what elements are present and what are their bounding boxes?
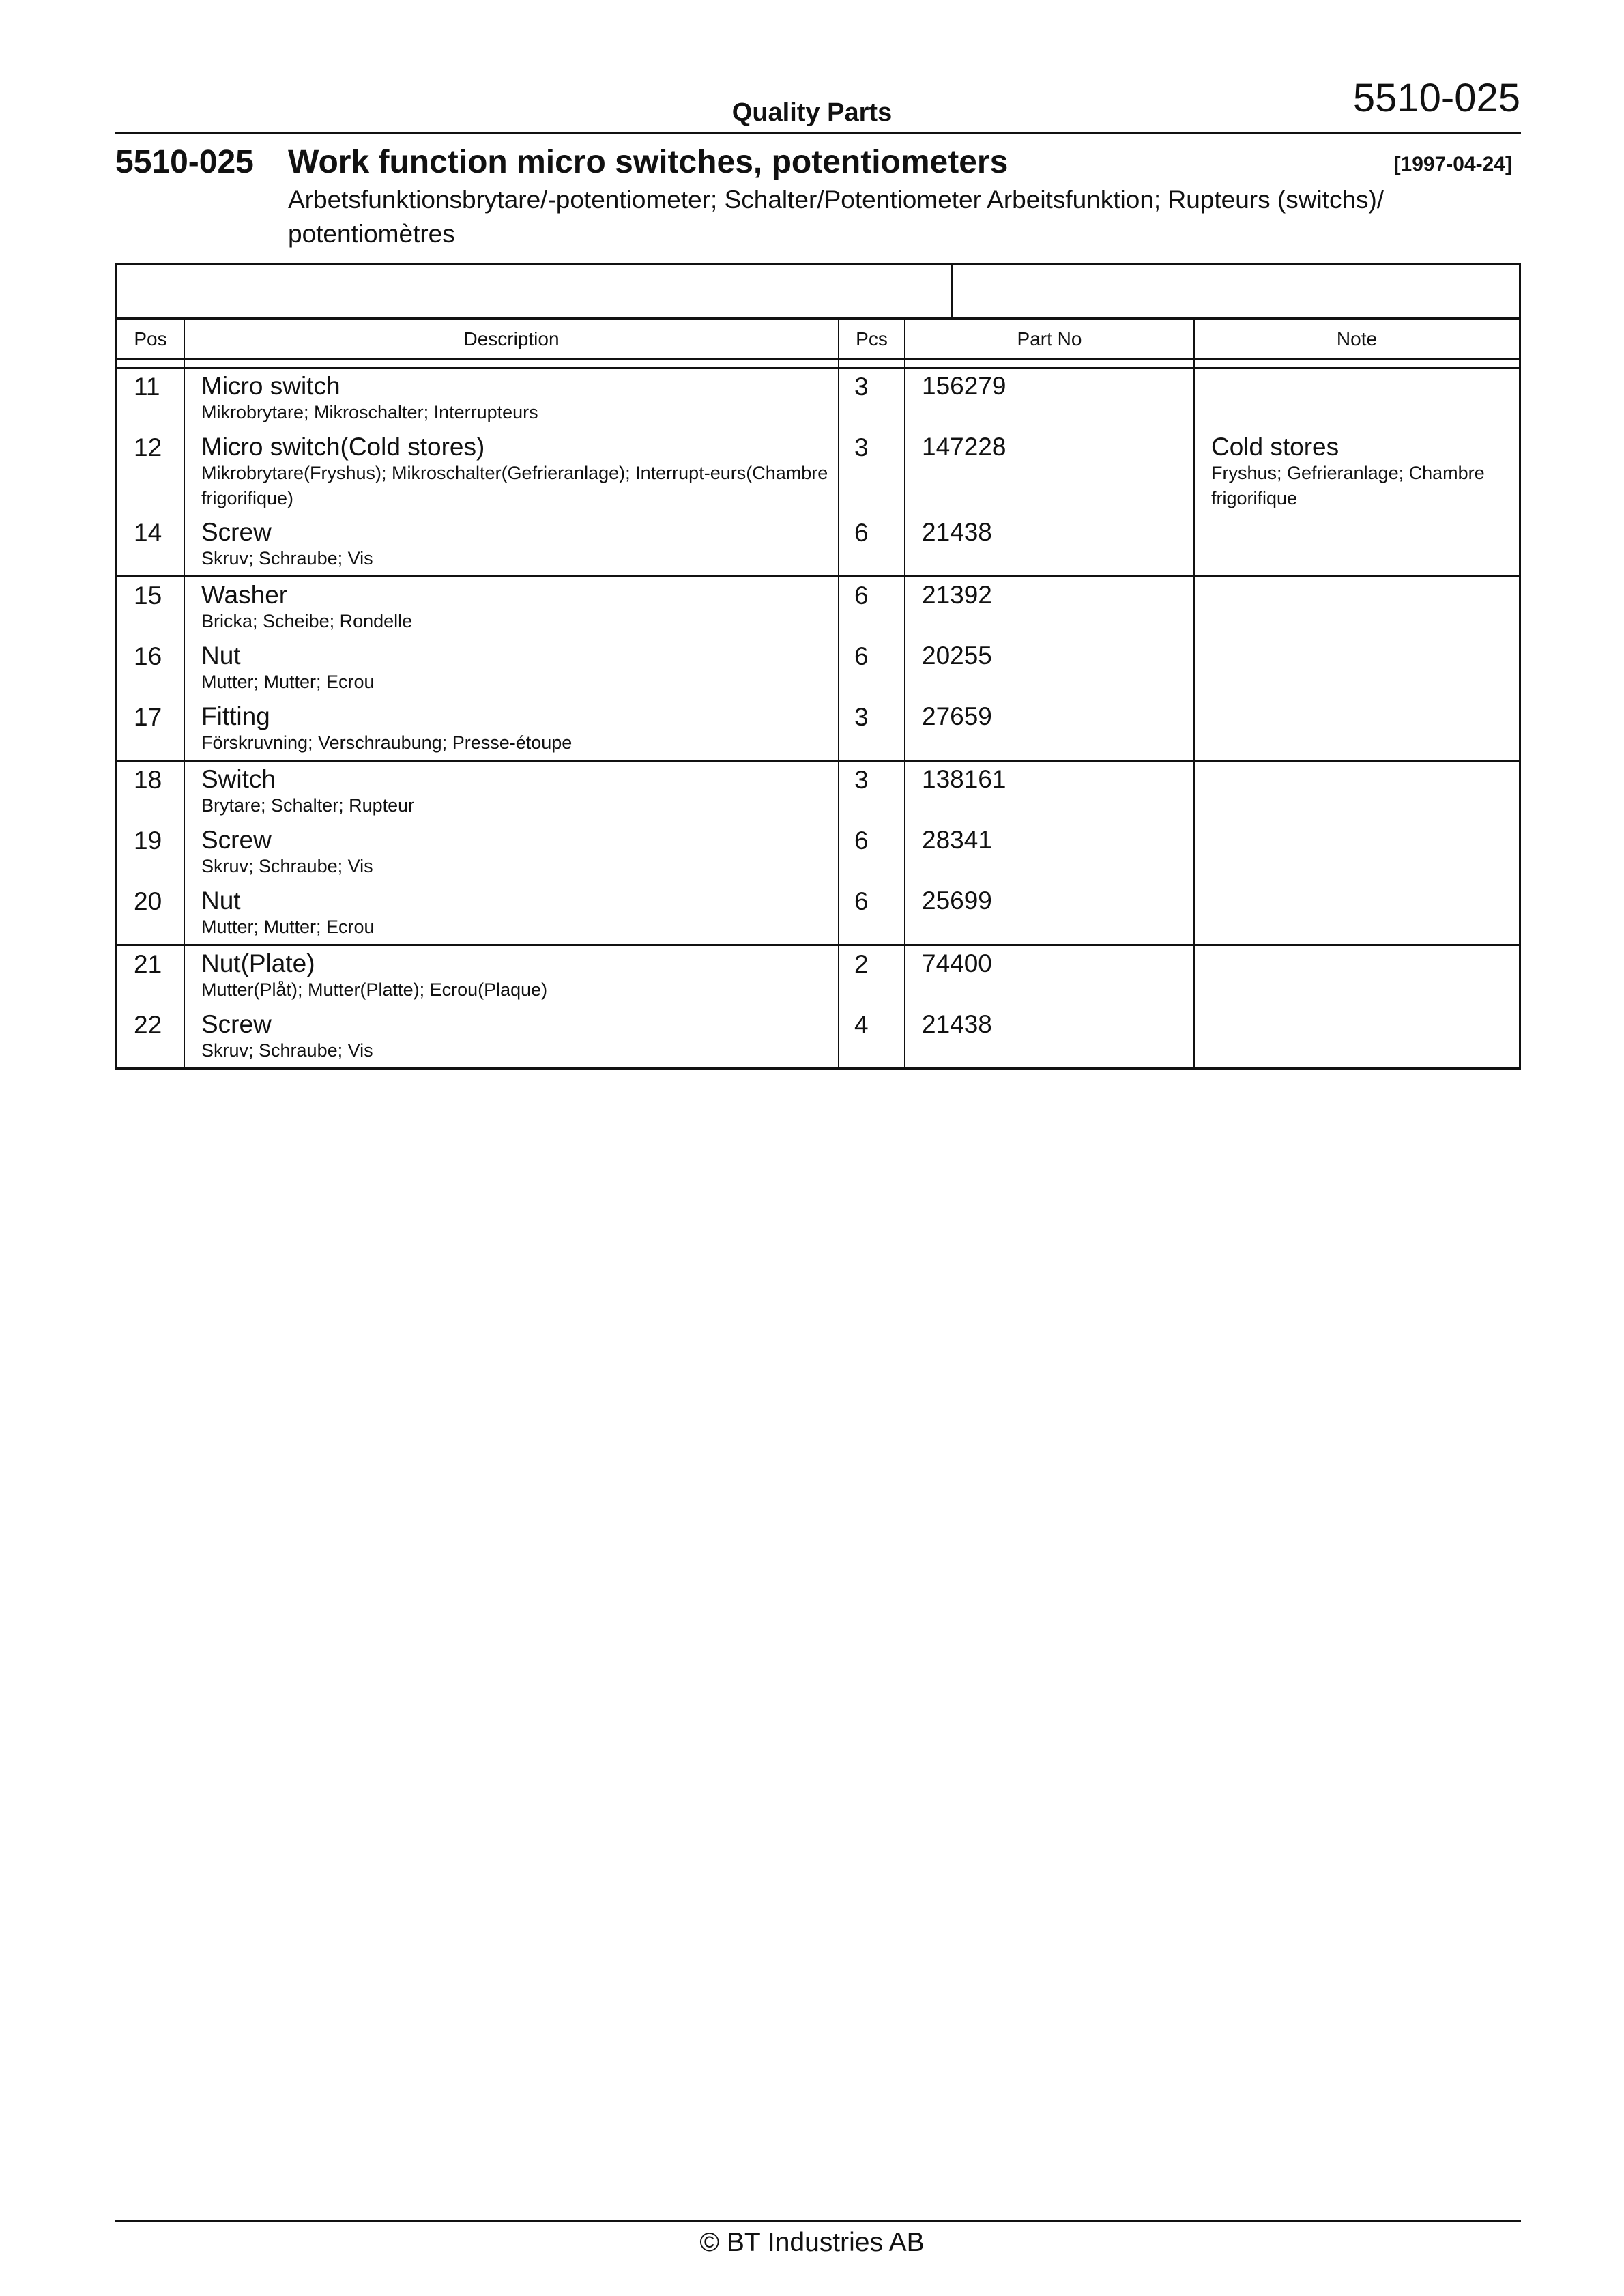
table-row — [117, 822, 1519, 883]
note-cell — [1195, 1007, 1519, 1067]
pos-cell: 11 — [117, 369, 185, 429]
description-cell — [185, 762, 839, 822]
table-group — [117, 577, 1519, 762]
pcs-cell: 6 — [839, 883, 905, 944]
pos-cell: 21 — [117, 946, 185, 1007]
column-part-no: Part No — [905, 320, 1195, 358]
document-title: Work function micro switches, potentiometers — [288, 144, 1009, 180]
part-name: Micro switch — [201, 372, 340, 400]
pcs-cell: 4 — [839, 1007, 905, 1067]
pcs-cell: 6 — [839, 515, 905, 575]
pos-cell: 17 — [117, 699, 185, 760]
pos-cell: 20 — [117, 883, 185, 944]
table-row — [117, 638, 1519, 699]
part-no-cell: 21438 — [905, 1007, 1195, 1067]
column-note: Note — [1336, 328, 1378, 349]
part-no-cell: 74400 — [905, 946, 1195, 1007]
part-translations: Bricka; Scheibe; Rondelle — [201, 611, 413, 631]
part-name: Screw — [201, 1010, 272, 1038]
part-name: Nut(Plate) — [201, 949, 315, 977]
table-group — [117, 762, 1519, 946]
table-row — [117, 369, 1519, 429]
part-translations: Skruv; Schraube; Vis — [201, 856, 373, 876]
table-row — [117, 699, 1519, 760]
table-group — [117, 946, 1519, 1067]
table-row — [117, 1007, 1519, 1067]
part-translations: Mutter; Mutter; Ecrou — [201, 672, 375, 692]
pos-cell: 18 — [117, 762, 185, 822]
parts-table — [115, 263, 1521, 1070]
header-title: Quality Parts — [731, 98, 893, 127]
part-no-cell: 21392 — [905, 577, 1195, 638]
description-cell — [185, 699, 839, 760]
table-row — [117, 762, 1519, 822]
part-translations: Mikrobrytare(Fryshus); Mikroschalter(Gefrieranlage); Interrupt-eurs(Chambre frigorifique) — [201, 463, 828, 508]
note-cell — [1195, 762, 1519, 822]
part-no-cell: 21438 — [905, 515, 1195, 575]
pcs-cell: 3 — [839, 699, 905, 760]
part-name: Nut — [201, 887, 241, 915]
note-cell — [1195, 699, 1519, 760]
part-no-cell: 156279 — [905, 369, 1195, 429]
header-page-number: 5510-025 — [1352, 76, 1520, 120]
table-row — [117, 429, 1519, 515]
pcs-cell: 2 — [839, 946, 905, 1007]
document-date: [1997-04-24] — [1393, 153, 1512, 175]
header-gap — [117, 360, 1519, 369]
pos-cell: 14 — [117, 515, 185, 575]
note-cell — [1195, 429, 1519, 515]
table-row — [117, 577, 1519, 638]
description-cell — [185, 1007, 839, 1067]
part-translations: Skruv; Schraube; Vis — [201, 1040, 373, 1061]
pos-cell: 22 — [117, 1007, 185, 1067]
part-translations: Förskruvning; Verschraubung; Presse-étoupe — [201, 732, 572, 753]
table-top-box — [117, 265, 1519, 320]
part-no-cell: 25699 — [905, 883, 1195, 944]
part-translations: Mutter(Plåt); Mutter(Platte); Ecrou(Plaque) — [201, 979, 548, 1000]
pcs-cell: 6 — [839, 638, 905, 699]
description-cell — [185, 638, 839, 699]
part-translations: Skruv; Schraube; Vis — [201, 548, 373, 569]
note-text: Cold stores — [1211, 433, 1339, 461]
part-name: Switch — [201, 765, 276, 793]
part-name: Nut — [201, 642, 241, 670]
part-no-cell: 138161 — [905, 762, 1195, 822]
pos-cell: 12 — [117, 429, 185, 515]
part-no-cell: 147228 — [905, 429, 1195, 515]
part-name: Fitting — [201, 702, 270, 730]
description-cell — [185, 429, 839, 515]
note-cell — [1195, 369, 1519, 429]
column-pcs: Pcs — [839, 320, 905, 358]
note-cell — [1195, 946, 1519, 1007]
document-subtitle: Arbetsfunktionsbrytare/-potentiometer; Schalter/Potentiometer Arbeitsfunktion; Rupteurs (switchs)/ potentiomètres — [288, 186, 1384, 248]
table-header — [117, 320, 1519, 360]
description-cell — [185, 822, 839, 883]
part-translations: Mikrobrytare; Mikroschalter; Interrupteurs — [201, 402, 538, 422]
pos-cell: 19 — [117, 822, 185, 883]
description-cell — [185, 946, 839, 1007]
part-name: Micro switch(Cold stores) — [201, 433, 485, 461]
note-cell — [1195, 883, 1519, 944]
pcs-cell: 6 — [839, 577, 905, 638]
note-cell — [1195, 515, 1519, 575]
part-translations: Mutter; Mutter; Ecrou — [201, 917, 375, 937]
note-cell — [1195, 822, 1519, 883]
pcs-cell: 6 — [839, 822, 905, 883]
description-cell — [185, 883, 839, 944]
part-name: Screw — [201, 826, 272, 854]
note-translations: Fryshus; Gefrieranlage; Chambre frigorifique — [1211, 463, 1485, 508]
description-cell — [185, 577, 839, 638]
note-cell — [1195, 577, 1519, 638]
table-group — [117, 369, 1519, 577]
footer-divider — [115, 2220, 1521, 2222]
header-divider — [115, 132, 1521, 134]
document-number: 5510-025 — [115, 144, 254, 180]
column-description: Description — [185, 320, 839, 358]
part-no-cell: 27659 — [905, 699, 1195, 760]
column-pos: Pos — [117, 320, 185, 358]
table-row — [117, 946, 1519, 1007]
part-no-cell: 28341 — [905, 822, 1195, 883]
description-cell — [185, 369, 839, 429]
footer-copyright: © BT Industries AB — [699, 2228, 925, 2257]
pcs-cell: 3 — [839, 369, 905, 429]
table-row — [117, 883, 1519, 944]
part-name: Washer — [201, 581, 288, 609]
description-cell — [185, 515, 839, 575]
note-cell — [1195, 638, 1519, 699]
part-translations: Brytare; Schalter; Rupteur — [201, 795, 415, 816]
part-name: Screw — [201, 518, 272, 546]
pos-cell: 16 — [117, 638, 185, 699]
pcs-cell: 3 — [839, 429, 905, 515]
pos-cell: 15 — [117, 577, 185, 638]
table-row — [117, 515, 1519, 575]
pcs-cell: 3 — [839, 762, 905, 822]
part-no-cell: 20255 — [905, 638, 1195, 699]
